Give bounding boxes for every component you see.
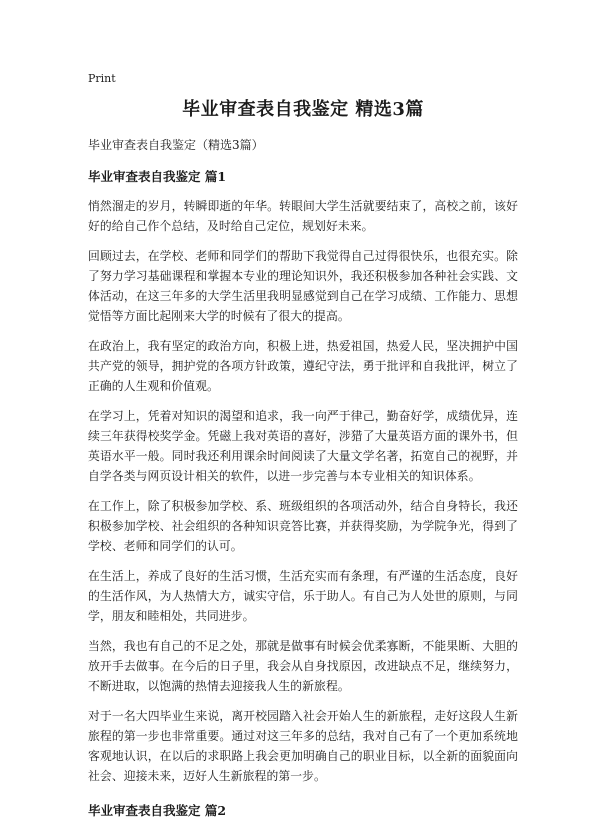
document-page	[88, 70, 518, 820]
paragraph: 悄然溜走的岁月，转瞬即逝的年华。转眼间大学生活就要结束了，高校之前，该好好的给自己作个总结，及时给自己定位，规划好未来。	[88, 199, 518, 233]
paragraph: 在工作上，除了积极参加学校、系、班级组织的各项活动外，结合自身特长，我还积极参加学校、社会组织的各种知识竞答比赛，并获得奖励，为学院争光，得到了学校、老师和同学们的认可。	[88, 499, 518, 553]
paragraph: 在生活上，养成了良好的生活习惯，生活充实而有条理，有严谨的生活态度，良好的生活作风，为人热情大方，诚实守信，乐于助人。有自己为人处世的原则，与同学，朋友和睦相处，共同进步。	[88, 569, 518, 623]
paragraph: 在学习上，凭着对知识的渴望和追求，我一向严于律己，勤奋好学，成绩优异，连续三年获得校奖学金。凭磁上我对英语的喜好，涉猎了大量英语方面的课外书，但英语水平一般。同时我还利用课余时间阅读了大量文学名著，拓宽自己的视野，并自学各类与网页设计相关的软件，以进一步完善与本专业相关的知识体系。	[88, 409, 518, 483]
print-label: Print	[88, 72, 116, 85]
paragraph: 当然，我也有自己的不足之处，那就是做事有时候会优柔寡断，不能果断、大胆的放开手去做事。在今后的日子里，我会从自身找原因，改进缺点不足，继续努力，不断进取，以饱满的热情去迎接我人生的新旅程。	[88, 639, 518, 693]
paragraph: 回顾过去，在学校、老师和同学们的帮助下我觉得自己过得很快乐，也很充实。除了努力学习基础课程和掌握本专业的理论知识外，我还积极参加各种社会实践、文体活动，在这三年多的大学生活里我明显感觉到自己在学习成绩、工作能力、思想觉悟等方面比起刚来大学的时候有了很大的提高。	[88, 249, 518, 323]
document-title: 毕业审查表自我鉴定 精选3篇	[182, 99, 424, 120]
paragraph: 对于一名大四毕业生来说，离开校园踏入社会开始人生的新旅程，走好这段人生新旅程的第一步也非常重要。通过对这三年多的总结，我对自己有了一个更加系统地客观地认识，在以后的求职路上我会更加明确自己的职业目标，以全新的面貌面向社会、迎接未来，迈好人生新旅程的第一步。	[88, 709, 518, 783]
paragraph: 在政治上，我有坚定的政治方向，积极上进，热爱祖国，热爱人民，坚决拥护中国共产党的领导，拥护党的各项方针政策，遵纪守法，勇于批评和自我批评，树立了正确的人生观和价值观。	[88, 339, 518, 393]
section-heading-1: 毕业审查表自我鉴定 篇1	[88, 169, 227, 184]
section-heading-2: 毕业审查表自我鉴定 篇2	[88, 803, 227, 818]
document-subtitle: 毕业审查表自我鉴定（精选3篇）	[88, 138, 264, 152]
